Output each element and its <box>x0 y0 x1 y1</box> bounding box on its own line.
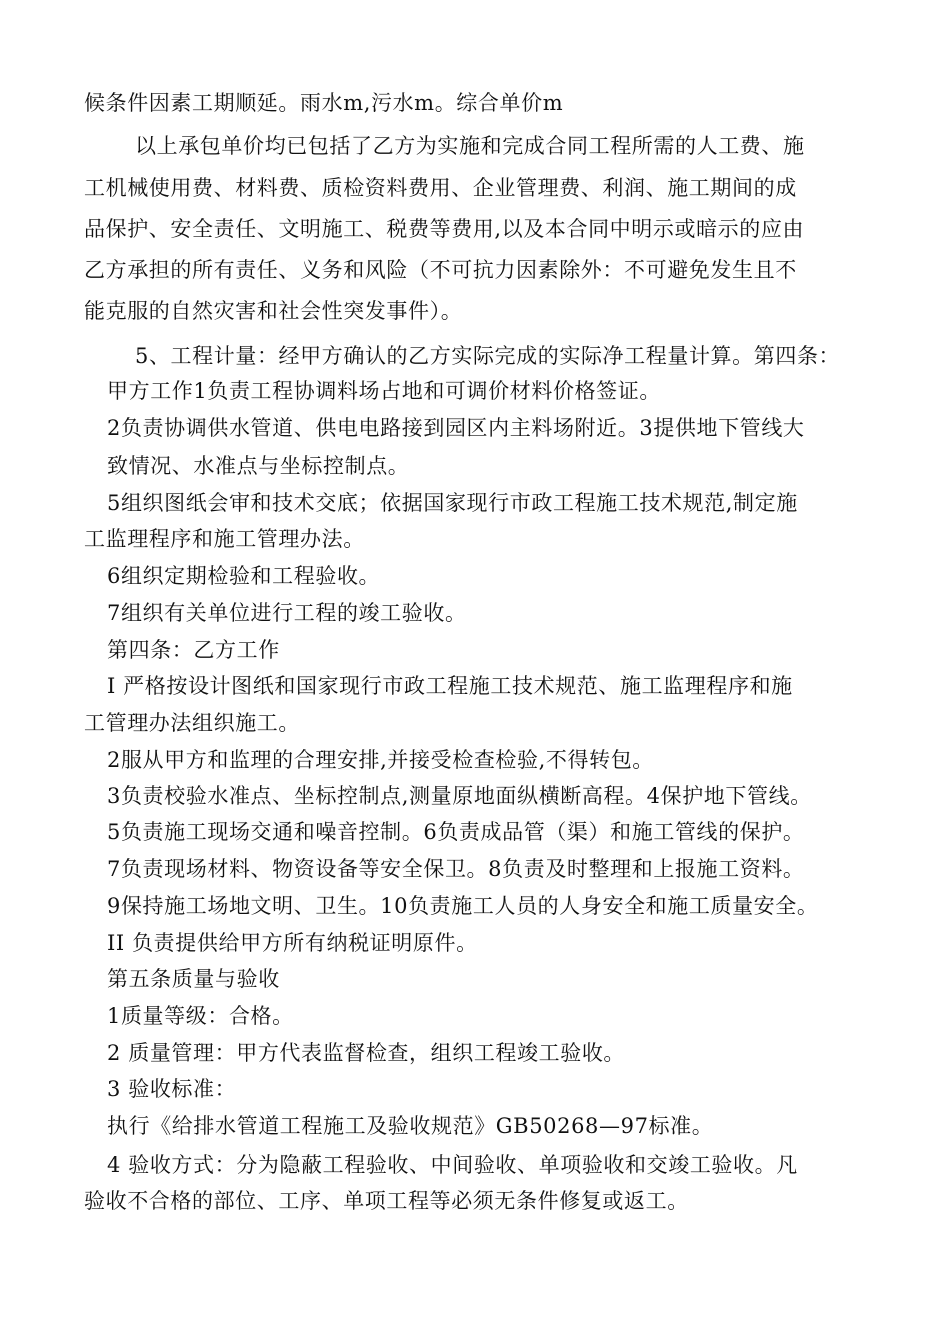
text-line: 5、工程计量：经甲方确认的乙方实际完成的实际净工程量计算。第四条： <box>135 344 841 368</box>
text-line: 以上承包单价均已包括了乙方为实施和完成合同工程所需的人工费、施 <box>135 134 805 158</box>
text-line: 工监理程序和施工管理办法。 <box>84 527 365 551</box>
text-line: 7组织有关单位进行工程的竣工验收。 <box>107 601 467 625</box>
text-line: 2服从甲方和监理的合理安排,并接受检查检验,不得转包。 <box>107 748 654 772</box>
text-line: 工机械使用费、材料费、质检资料费用、企业管理费、利润、施工期间的成 <box>84 176 797 200</box>
text-line: 5负责施工现场交通和噪音控制。6负责成品管（渠）和施工管线的保护。 <box>107 820 805 844</box>
text-line: 致情况、水准点与坐标控制点。 <box>107 454 410 478</box>
text-line: 甲方工作1负责工程协调料场占地和可调价材料价格签证。 <box>107 379 661 403</box>
text-line: 1质量等级：合格。 <box>107 1004 294 1028</box>
text-line: 乙方承担的所有责任、义务和风险（不可抗力因素除外：不可避免发生且不 <box>84 258 797 282</box>
text-line: I 严格按设计图纸和国家现行市政工程施工技术规范、施工监理程序和施 <box>107 674 793 698</box>
text-line: 2负责协调供水管道、供电电路接到园区内主料场附近。3提供地下管线大 <box>107 416 805 440</box>
text-line: 5组织图纸会审和技术交底；依据国家现行市政工程施工技术规范,制定施 <box>107 491 798 515</box>
text-line: 7负责现场材料、物资设备等安全保卫。8负责及时整理和上报施工资料。 <box>107 857 805 881</box>
text-line: 第五条质量与验收 <box>107 967 280 991</box>
text-line: 6组织定期检验和工程验收。 <box>107 564 381 588</box>
text-line: 验收不合格的部位、工序、单项工程等必须无条件修复或返工。 <box>84 1189 689 1213</box>
text-line: 能克服的自然灾害和社会性突发事件）。 <box>84 299 463 323</box>
text-line: 执行《给排水管道工程施工及验收规范》GB50268—97标准。 <box>107 1114 714 1138</box>
text-line: 4 验收方式：分为隐蔽工程验收、中间验收、单项验收和交竣工验收。凡 <box>107 1153 798 1177</box>
text-line: 9保持施工场地文明、卫生。10负责施工人员的人身安全和施工质量安全。 <box>107 894 819 918</box>
text-line: 候条件因素工期顺延。雨水m,污水m。综合单价m <box>84 91 564 115</box>
text-line: 品保护、安全责任、文明施工、税费等费用,以及本合同中明示或暗示的应由 <box>84 217 805 241</box>
text-line: 3 验收标准： <box>107 1077 237 1101</box>
text-line: 3负责校验水准点、坐标控制点,测量原地面纵横断高程。4保护地下管线。 <box>107 784 812 808</box>
text-line: 工管理办法组织施工。 <box>84 711 300 735</box>
text-line: 第四条：乙方工作 <box>107 638 280 662</box>
text-line: 2 质量管理：甲方代表监督检查，组织工程竣工验收。 <box>107 1041 626 1065</box>
text-line: II 负责提供给甲方所有纳税证明原件。 <box>107 931 478 955</box>
